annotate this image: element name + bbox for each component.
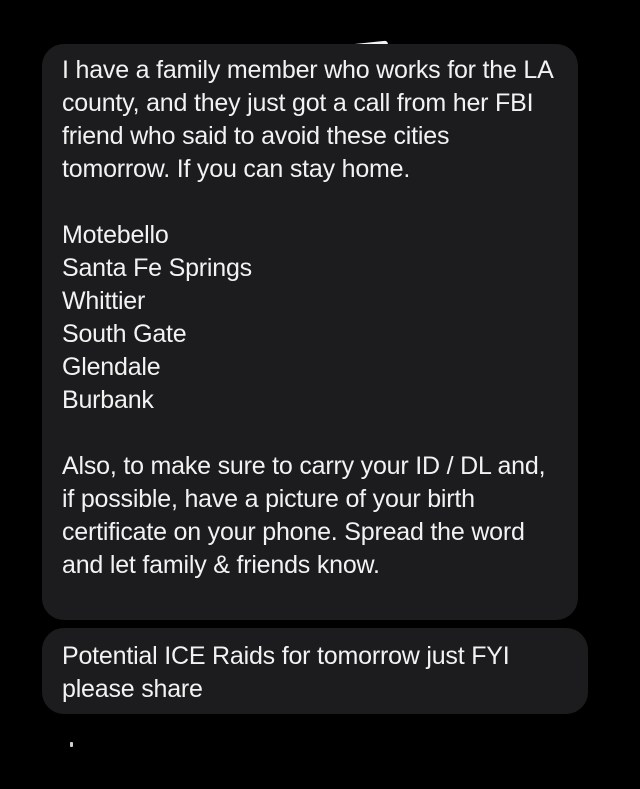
city-item: Motebello [62, 221, 169, 249]
paragraph-spacer [62, 417, 562, 450]
city-item: Whittier [62, 287, 146, 315]
city-item: Burbank [62, 386, 154, 414]
message-intro-text: I have a family member who works for the LA county, and they just got a call from her FBI friend who said to avoid these cities tomorrow. If you can stay home. [62, 56, 553, 183]
city-item: Glendale [62, 353, 161, 381]
message-closing-text: Also, to make sure to carry your ID / DL and, if possible, have a picture of your birth certificate on your phone. Spread the word and let family & friends know. [62, 452, 546, 579]
message-bubble[interactable] [42, 628, 588, 714]
message-text: Potential ICE Raids for tomorrow just FYI please share [62, 642, 510, 703]
city-item: Santa Fe Springs [62, 254, 252, 282]
paragraph-spacer [62, 186, 562, 219]
message-bubble[interactable] [42, 44, 578, 620]
city-list [62, 219, 562, 417]
cursor-dot [70, 742, 73, 747]
city-item: South Gate [62, 320, 187, 348]
